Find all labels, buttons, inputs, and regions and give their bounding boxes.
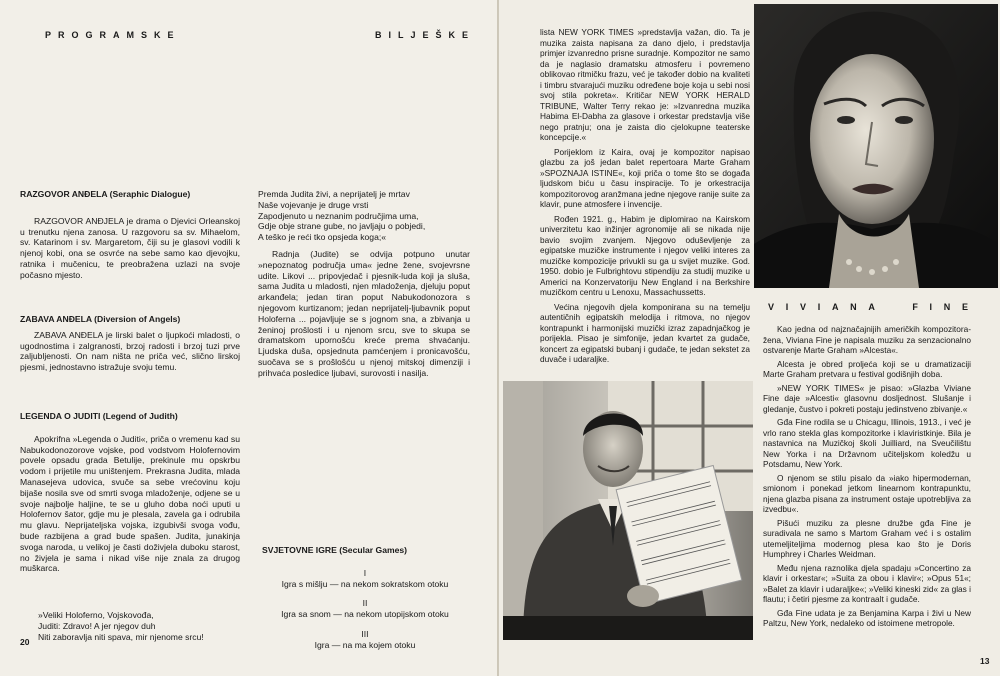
- running-head: [45, 30, 475, 40]
- left-page: [0, 0, 497, 676]
- title-letter: V: [768, 302, 775, 312]
- section-legend-of-judith: [20, 411, 240, 574]
- game-text: Igra sa snom — na nekom utopijskom otoku: [281, 609, 449, 620]
- el-dabh-photo: [503, 381, 753, 640]
- quote-line: Niti zaboravlja niti spava, mir njenome srcu!: [38, 631, 204, 642]
- paragraph: Gđa Fine rodila se u Chicagu, Illinois, 1913., i već je vrlo rano stekla glas kompozitorke i klaviristkinje. Bila je nastavnica na Muzičkoj školi Juilliard, na Sveučilištu New Yorka i na Državnom učiteljskom koledžu u Potsdamu, New York.: [763, 417, 971, 469]
- paragraph: Gđa Fine udata je za Benjamina Karpa i živi u New Paltzu, New York, nedaleko od istoimene metropole.: [763, 607, 971, 628]
- el-dabh-biography: [540, 27, 750, 365]
- composer-title: [768, 302, 968, 312]
- section-heading: RAZGOVOR ANĐELA (Seraphic Dialogue): [20, 189, 191, 199]
- verse-line: Naše vojevanje je druge vrsti: [258, 199, 369, 210]
- game-number: III: [361, 628, 369, 639]
- running-head-right: BILJEŠKE: [374, 30, 475, 40]
- paragraph: Alcesta je obred proljeća koji se u dramatizaciji Marte Graham pretvara u festival godišnjih doba.: [763, 358, 971, 379]
- title-letter: I: [817, 302, 821, 312]
- running-head-left: PROGRAMSKE: [45, 30, 181, 40]
- section-heading: SVJETOVNE IGRE (Secular Games): [262, 545, 408, 555]
- paragraph: lista NEW YORK TIMES »predstavlja važan, dio. Ta je muzika zaista napisana za dano djelo, i predstavlja primjer izvanredno prisne suradnje. Kompozitor ne samo da je naglasio dramatsku atmosferu i povremeno oblikovao ritmičku frazu, već je također dobio na kvaliteti i timbru stvarajući muziku određene boje koja u sebi nosi svoj stila pokreta«. Kritičar NEW YORK HERALD TRIBUNE, Walter Terry rekao je: »Izvanredna muzika Habima El-Dabha za glasove i orkestar predstavlja više nego pratnju; ona je zaista dio cjelokupne teaterske koncepcije.«: [540, 27, 750, 142]
- page-number-left: 20: [20, 637, 30, 647]
- game-text: Igra s mišlju — na nekom sokratskom otoku: [281, 578, 449, 589]
- game-text: Igra — na ma kojem otoku: [314, 639, 416, 650]
- section-text: RAZGOVOR ANĐJELA je drama o Djevici Orleanskoj u trenutku njena zanosa. U razgovoru sa sv. Mihaelom, sv. Katarinom i sv. Margaretom, čiji su je glasovi vodili k njenoj kobi, ona se osvrće na sebe samo kao djevojku, ratnika i mučenicu, te preobražena uzlazi na svoje počasno mjesto.: [20, 215, 240, 280]
- judith-quote: [38, 610, 258, 642]
- title-letter: F: [912, 302, 918, 312]
- game-number: I: [363, 567, 367, 578]
- quote-line: »Veliki Holoferno, Vojskovođa,: [38, 610, 154, 620]
- paragraph: »NEW YORK TIMES« je pisao: »Glazba Viviane Fine daje »Alcesti« glasovnu dosljednost. Slušanje i gledanje, čustvo i pokreti postaju jedinstveno zbivanje.«: [763, 382, 971, 414]
- title-letter: I: [785, 302, 789, 312]
- paragraph: Kao jedna od najznačajnijih američkih kompozitora-žena, Viviana Fine je napisala muziku za senzacionalno ostvarenje Marte Graham »Alcesta«.: [763, 324, 971, 355]
- game-number: II: [362, 598, 368, 609]
- paragraph: Porijeklom iz Kaira, ovaj je kompozitor napisao glazbu za još jedan balet repertoara Marte Graham »SPOZNAJA ISTINE«, koji priča o tome što se događa ljudskom biću u času inspiracije. To je orkestracija kompozitorovog aranžmana jedne njegove ranije suite za klavir, pune atmosfere i invencije.: [540, 146, 750, 209]
- paragraph: O njenom se stilu pisalo da »iako hipermodernan, smionom i ponekad jetkom linearnom kontrapunktu, njena glazba pisana za instrument ostaje upotrebljiva za izvedbu«.: [763, 472, 971, 514]
- title-letter: N: [850, 302, 857, 312]
- paragraph: Većina njegovih djela komponirana su na temelju autentičnih egipatskih melodija i ritmova, no njegov kontrapunkt i harmonijski muzički izraz zapadnjačkog je porijekla. Pisao je simfonije, jedan kvartet za gudače, koncert za egipatski bubanj i gudače, te jedan sekstet za duvače i udaraljke.: [540, 301, 750, 364]
- section-seraphic-dialogue: [20, 189, 240, 281]
- section-heading: ZABAVA ANĐELA (Diversion of Angels): [20, 314, 181, 324]
- quote-line: Juditi: Zdravo! A jer njegov duh: [38, 620, 156, 631]
- title-letter: V: [799, 302, 806, 312]
- verse-line: Premda Judita živi, a neprijatelj je mrtav: [258, 189, 410, 199]
- judith-description: Radnja (Judite) se odvija potpuno unutar »nepoznatog područja uma« jedne žene, svojevrsne udite. Likovi ... pripovjedač i pjesnik-luda koji ja sluša, sama Judita u mladosti, njen mladoženja, djeluju poput arkanđela; jedan tiran poput Nabukodonozora s njegovom kurtizanom; jedan neprijatelj-ljubavnik poput Holoferna ... pojavljuje se s jognom sna, a zbivanja u ženinoj prošlosti i u njenom srcu, sve to skupa se dramatskom upornošću kreće prema shvaćanju. Ljudska duša, opsjednuta pamćenjem i pronicavošću, suočava se s prošlošću u njenoj mitskoj dimenziji i prihvaća posledice ljubavi, surovosti i nasilja.: [258, 248, 470, 378]
- paragraph: Među njena raznolika djela spadaju »Concertino za klavir i orkestar«; »Suita za obou i klavir«; »Opus 51«; »Balet za klavir i udaraljke«; »Veliki kineski zid« za glas i flautu; i četiri pjesme za kontraalt i gudače.: [763, 562, 971, 604]
- verse-line: Zapodjenuto u neznanim područjima uma,: [258, 210, 419, 221]
- judith-verse: [258, 189, 470, 379]
- title-letter: A: [868, 302, 875, 312]
- title-letter: A: [831, 302, 839, 312]
- section-secular-games: [262, 545, 468, 651]
- paragraph: Pišući muziku za plesne družbe gđa Fine je suradivala ne samo s Martom Graham već i s ostalim utemeljiteljima modernog plesa kao što je Doris Humphrey i Charles Weidman.: [763, 517, 971, 559]
- verse-line: Gdje obje strane gube, no javljaju o pobjedi,: [258, 221, 426, 232]
- section-heading: LEGENDA O JUDITI (Legend of Judith): [20, 411, 178, 421]
- title-letter: I: [929, 302, 933, 312]
- section-diversion-of-angels: [20, 314, 240, 373]
- section-text: Apokrifna »Legenda o Juditi«, priča o vremenu kad su Nabukodonozorove vojske, pod vodstvom Holofernovim povele opsadu grada Betulije, prekinule mu opskrbu vodom i prijetile mu uništenjem. Prekrasna Judita, mlada Manasejeva udovica, svuče sa sebe vrećovinu koju bijaše nosila sve od smrti svoga mladoženje, odjene se u svoje najbolje haljine, te se u gluho doba noći uputi u Holofernov šator, gdje mu je plesala, zavela ga i odrubila mu glavu. Neprijateljska vojska, izgubivši svoga vođu, bude razbijena a grad bude spašen. Judita, junakinja svoga naroda, u velikoj je časti doživjela duboku starost, no živjela je sama i nikad više nije znala za drugog muškarca.: [20, 433, 240, 574]
- viviana-fine-portrait: [754, 4, 998, 288]
- page-number-right: 13: [980, 656, 990, 666]
- paragraph: Rođen 1921. g., Habim je diplomirao na Kairskom univerzitetu kao inžinjer agronomije ali se nikada nije bavio svojim zvanjem. Njegovo oduševljenje za egipatske muzičke instrumente i njegov veliki interes za muzičke kompozicije privukli su ga u svijet muzike. God. 1950. dobio je Fulbrightovu stipendiju za studij muzike u Americi na Konzervatoriju New England i na Berkshire muzičkom centru u Lenoxu, Massachussetts.: [540, 213, 750, 297]
- section-text: ZABAVA ANĐELA je lirski balet o ljupkoći mladosti, o ugodnostima i zalgranosti, brzoj radosti i brzoj tuzi prve zaljubljenosti. On nam ništa ne priča već, slično lirskoj pjesmi, jednostavno istražuje svoju temu.: [20, 329, 240, 373]
- verse-line: A teško je reći tko opsjeda koga;«: [258, 232, 387, 243]
- title-letter: N: [943, 302, 951, 312]
- viviana-fine-biography: [763, 324, 971, 629]
- title-letter: E: [961, 302, 968, 312]
